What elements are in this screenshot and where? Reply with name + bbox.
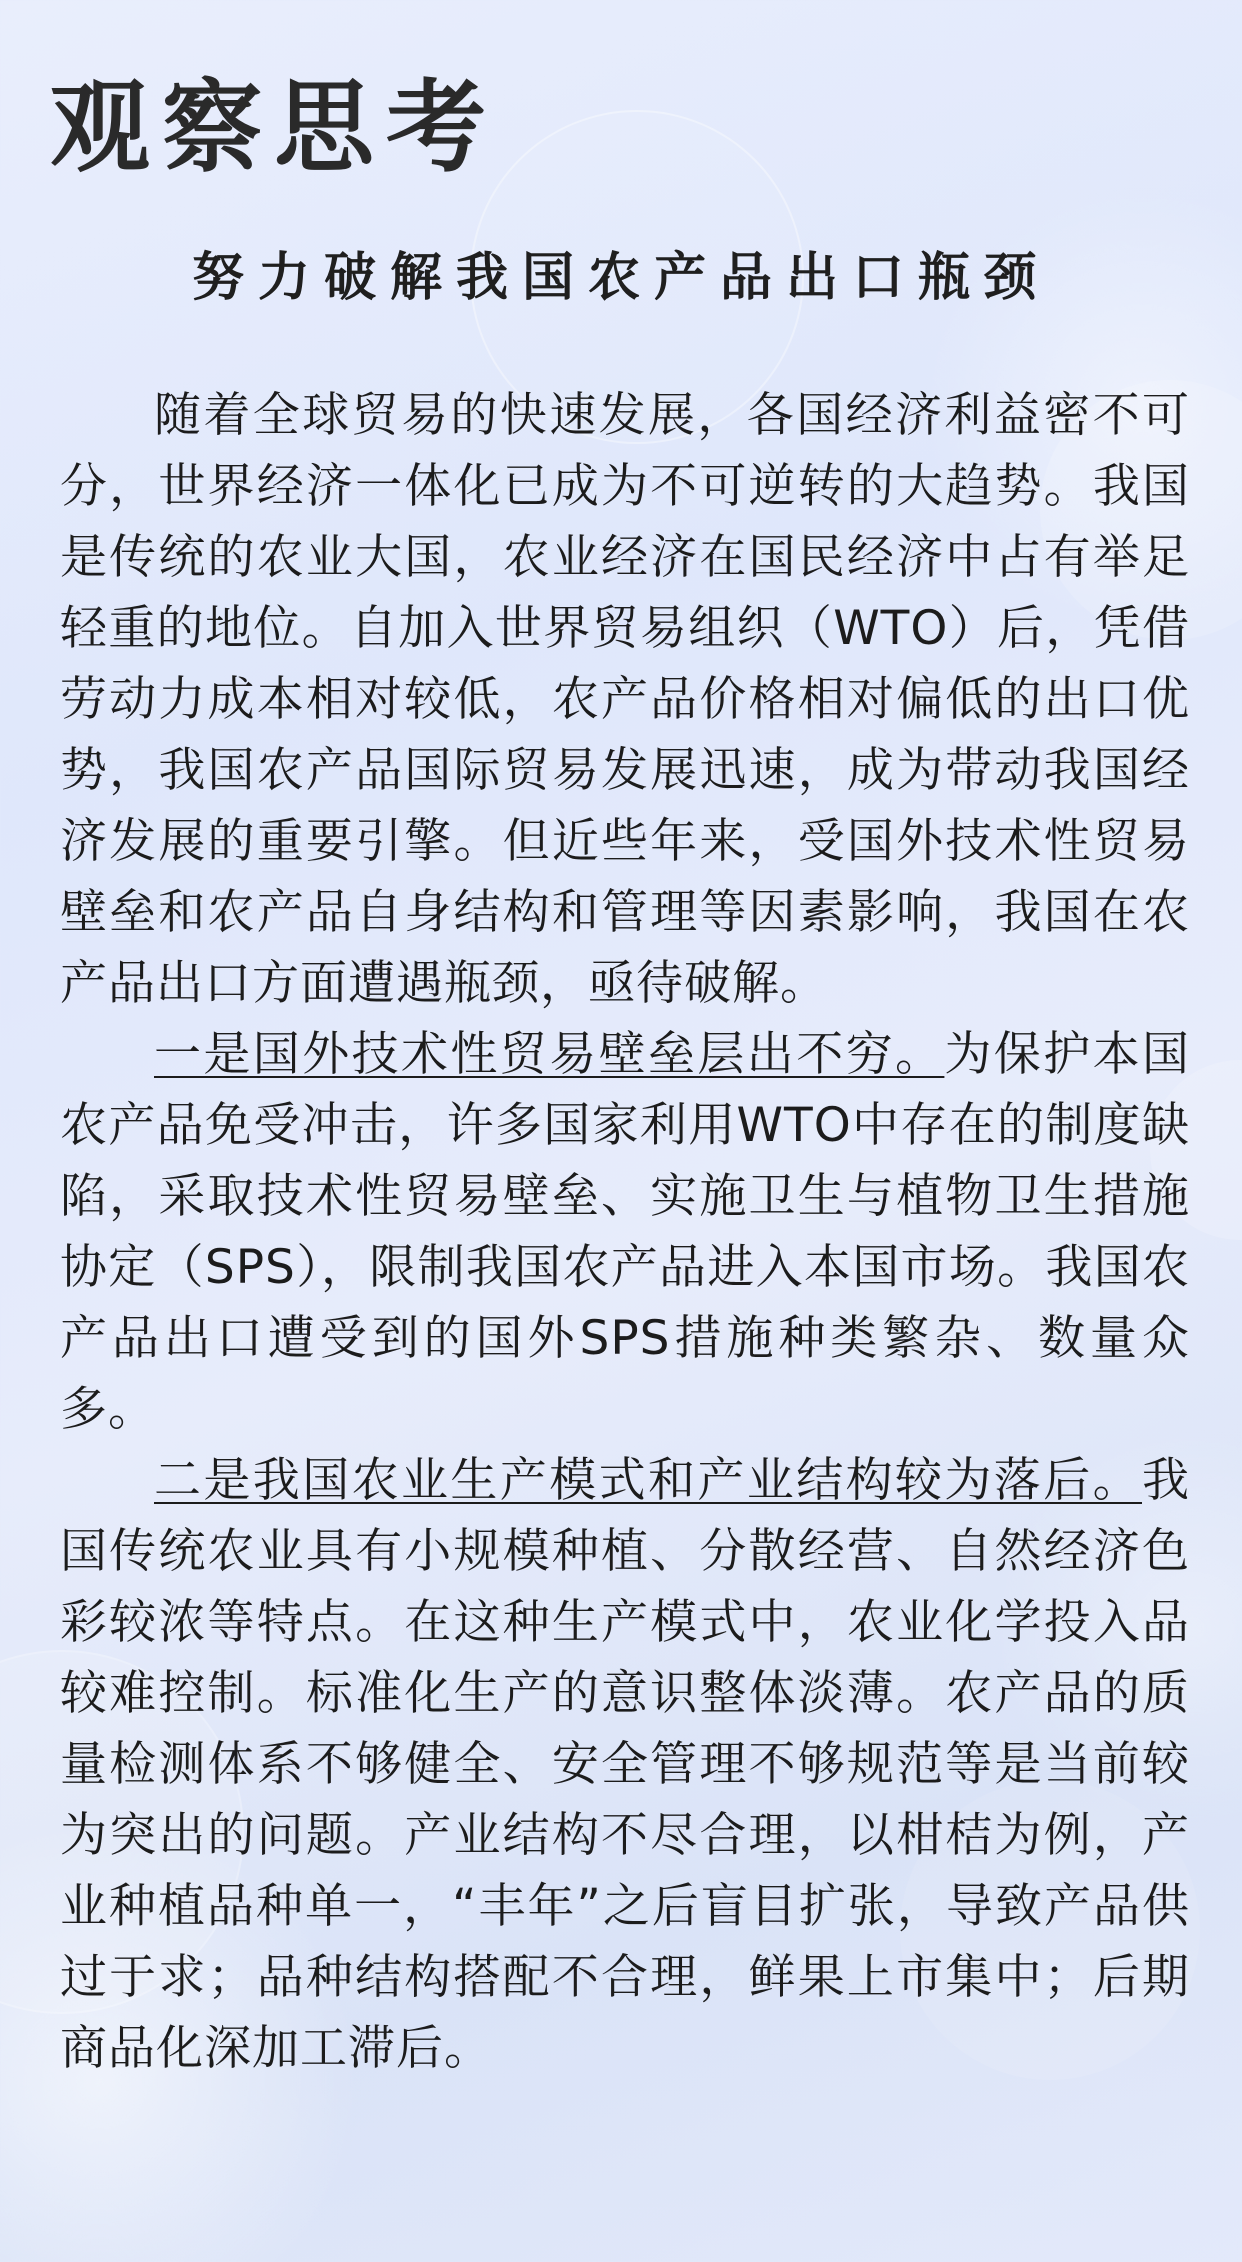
article-subtitle: 努力破解我国农产品出口瓶颈	[191, 248, 1050, 308]
article-body	[60, 380, 1190, 2084]
page-title: 观察思考	[50, 69, 498, 186]
paragraph-intro: 随着全球贸易的快速发展，各国经济利益密不可分，世界经济一体化已成为不可逆转的大趋势。我国是传统的农业大国，农业经济在国民经济中占有举足轻重的地位。自加入世界贸易组织（WTO）后，凭借劳动力成本相对较低，农产品价格相对偏低的出口优势，我国农产品国际贸易发展迅速，成为带动我国经济发展的重要引擎。但近些年来，受国外技术性贸易壁垒和农产品自身结构和管理等因素影响，我国在农产品出口方面遭遇瓶颈，亟待破解。	[60, 388, 1190, 1011]
point-one-heading: 一是国外技术性贸易壁垒层出不穷。	[154, 1027, 945, 1082]
paragraph-production-model	[60, 1445, 1190, 2084]
paragraph-trade-barriers	[60, 1019, 1190, 1445]
point-one-body: 为保护本国农产品免受冲击，许多国家利用WTO中存在的制度缺陷，采取技术性贸易壁垒、实施卫生与植物卫生措施协定（SPS），限制我国农产品进入本国市场。我国农产品出口遭受到的国外SPS措施种类繁杂、数量众多。	[60, 1027, 1191, 1437]
point-two-body: 我国传统农业具有小规模种植、分散经营、自然经济色彩较浓等特点。在这种生产模式中，农业化学投入品较难控制。标准化生产的意识整体淡薄。农产品的质量检测体系不够健全、安全管理不够规范等是当前较为突出的问题。产业结构不尽合理，以柑桔为例，产业种植品种单一，“丰年”之后盲目扩张，导致产品供过于求；品种结构搭配不合理，鲜果上市集中；后期商品化深加工滞后。	[60, 1453, 1190, 2076]
point-two-heading: 二是我国农业生产模式和产业结构较为落后。	[154, 1453, 1142, 1508]
